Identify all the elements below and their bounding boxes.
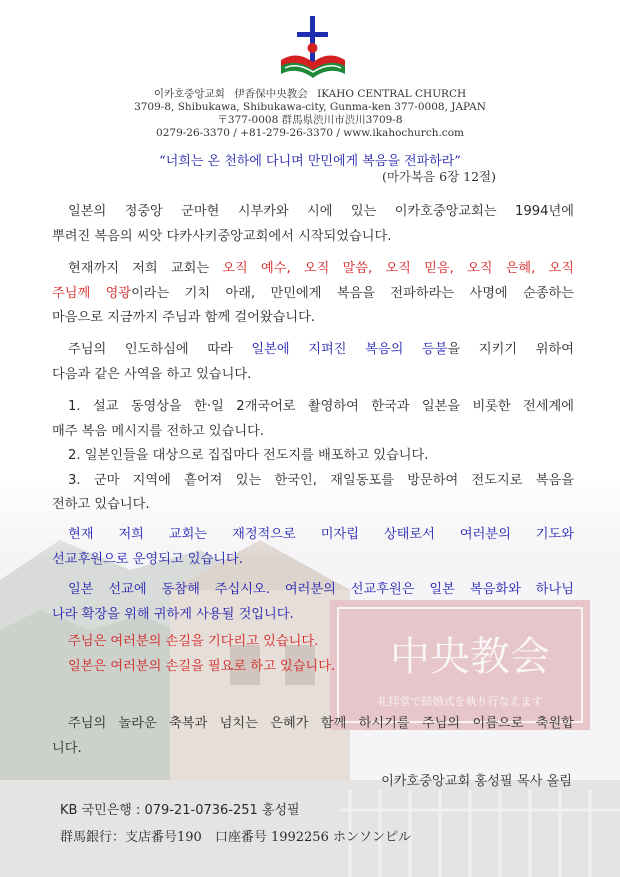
highlight-glory: 주님께 영광 (52, 285, 132, 301)
paragraph-finance (52, 523, 574, 572)
address-jp: 〒377-0008 群馬県渋川市渋川3709-8 (217, 114, 403, 126)
list-item-1-line-2: 매주 복음 메시지를 전하고 있습니다. (52, 423, 265, 439)
paragraph-ministry (52, 338, 574, 387)
highlight-solas: 오직 예수, 오직 말씀, 오직 믿음, 오직 은혜, 오직 (222, 261, 575, 276)
contact-line: 0279-26-3370 / +81-279-26-3370 / www.ikahochurch.com (156, 127, 464, 139)
church-header (0, 88, 620, 140)
finance-line-2: 선교후원으로 운영되고 있습니다. (52, 551, 243, 567)
appeal-line-2: 나라 확장을 위해 귀하게 사용될 것입니다. (52, 606, 294, 622)
kb-bank-account: KB 국민은행 : 079-21-0736-251 홍성필 (60, 803, 300, 818)
address-en: 3709-8, Shibukawa, Shibukawa-city, Gunma-ken 377-0008, JAPAN (134, 101, 486, 113)
motto-verse: “너희는 온 천하에 다니며 만민에게 복음을 전파하라” (159, 154, 461, 169)
pastor-signature: 이카호중앙교회 홍성필 목사 올림 (381, 774, 572, 789)
paragraph-appeal (52, 578, 574, 627)
highlight-gospel-light: 일본에 지펴진 복음의 등불 (251, 342, 448, 357)
intro-line-2: 뿌려진 복음의 씨앗 다카사키중앙교회에서 시작되었습니다. (52, 228, 392, 244)
paragraph-blessing (52, 712, 574, 761)
blessing-line-2: 니다. (52, 740, 82, 756)
history-line-3: 마음으로 지금까지 주님과 함께 걸어왔습니다. (52, 310, 316, 325)
church-name-jp: 伊香保中央教会 (234, 88, 308, 100)
church-name-ko: 이카호중앙교회 (153, 88, 225, 100)
ministry-line-1: 주님의 인도하심에 따라 일본에 지펴진 복음의 등불을 지키기 위하여 (68, 342, 574, 357)
church-cross-logo-icon (277, 14, 349, 84)
history-line-2: 주님께 영광이라는 기치 아래, 만민에게 복음을 전파하라는 사명에 순종하는 (52, 285, 574, 301)
history-line-1: 현재까지 저희 교회는 오직 예수, 오직 말씀, 오직 믿음, 오직 은혜, 오직 (68, 261, 575, 276)
blessing-line-1: 주님의 놀라운 축복과 넘치는 은혜가 함께 하시기를 주님의 이름으로 축원합 (68, 716, 574, 731)
plea-line-1: 주님은 여러분의 손길을 기다리고 있습니다. (68, 634, 319, 649)
ministry-list (52, 395, 574, 518)
ministry-line-2: 다음과 같은 사역을 하고 있습니다. (52, 366, 252, 382)
bank-accounts (60, 797, 411, 851)
appeal-line-1: 일본 선교에 동참해 주십시오. 여러분의 선교후원은 일본 복음화와 하나님 (68, 582, 574, 597)
paragraph-history (52, 257, 574, 331)
list-item-1-line-1: 1. 설교 동영상을 한·일 2개국어로 촬영하여 한국과 일본을 비롯한 전세계에 (68, 399, 574, 414)
intro-line-1: 일본의 정중앙 군마현 시부카와 시에 있는 이카호중앙교회는 1994년에 (68, 204, 574, 219)
list-item-3-line-1: 3. 군마 지역에 흩어져 있는 한국인, 재일동포를 방문하여 전도지로 복음을 (68, 472, 574, 488)
paragraph-intro (52, 200, 574, 249)
paragraph-plea (52, 630, 574, 679)
motto-reference: (마가복음 6장 12절) (381, 169, 496, 184)
church-name-en: IKAHO CENTRAL CHURCH (317, 88, 467, 100)
finance-line-1: 현재 저희 교회는 재정적으로 미자립 상태로서 여러분의 기도와 (68, 527, 574, 542)
plea-line-2: 일본은 여러분의 손길을 필요로 하고 있습니다. (68, 658, 336, 674)
list-item-2: 2. 일본인들을 대상으로 집집마다 전도지를 배포하고 있습니다. (68, 448, 429, 463)
list-item-3-line-2: 전하고 있습니다. (52, 497, 150, 512)
gunma-bank-account: 群馬銀行：支店番号190 口座番号 1992256 ホンソンピル (60, 830, 411, 845)
